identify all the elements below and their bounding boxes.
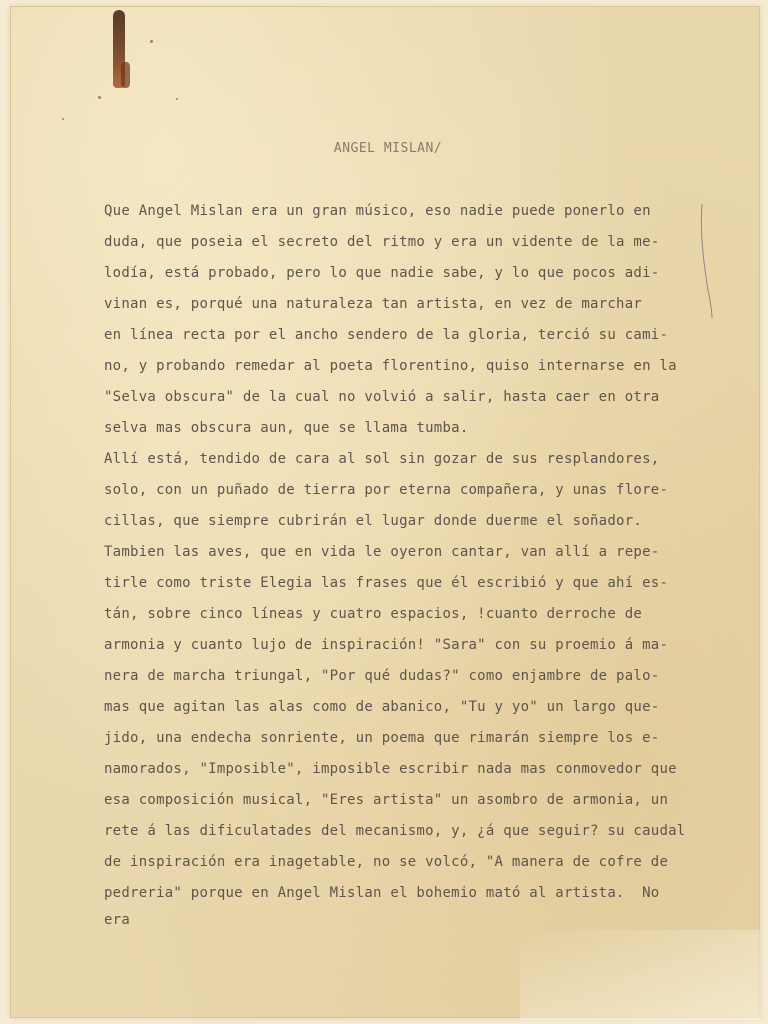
paper-speck: [62, 118, 64, 120]
text-line: namorados, "Imposible", imposible escribir nada mas conmovedor que: [104, 761, 677, 777]
text-line: jido, una endecha sonriente, un poema que rimarán siempre los e-: [104, 730, 660, 746]
paper-speck: [176, 98, 178, 100]
ink-stain-drip: [121, 62, 130, 88]
text-line: selva mas obscura aun, que se llama tumba.: [104, 420, 469, 436]
text-line: armonia y cuanto lujo de inspiración! "Sara" con su proemio á ma-: [104, 637, 669, 653]
text-line: no, y probando remedar al poeta florentino, quiso internarse en la: [104, 358, 677, 374]
document-title: ANGEL MISLAN/: [333, 141, 443, 156]
text-line: rete á las dificulatades del mecanismo, y, ¿á que seguir? su caudal: [104, 823, 686, 839]
text-line: Allí está, tendido de cara al sol sin gozar de sus resplandores,: [104, 451, 660, 467]
text-line: nera de marcha triungal, "Por qué dudas?" como enjambre de palo-: [104, 668, 660, 684]
text-line: esa composición musical, "Eres artista" un asombro de armonia, un: [104, 792, 669, 808]
text-line: en línea recta por el ancho sendero de la gloria, terció su cami-: [104, 327, 669, 343]
text-line: duda, que poseia el secreto del ritmo y era un vidente de la me-: [104, 234, 660, 250]
text-line: era: [104, 912, 131, 928]
text-line: vinan es, porqué una naturaleza tan artista, en vez de marchar: [104, 296, 643, 312]
text-line: tán, sobre cinco líneas y cuatro espacios, !cuanto derroche de: [104, 606, 643, 622]
text-line: mas que agitan las alas como de abanico, "Tu y yo" un largo que-: [104, 699, 660, 715]
margin-pencil-mark: [700, 200, 714, 320]
paper-speck: [98, 96, 101, 99]
text-line: lodía, está probado, pero lo que nadie sabe, y lo que pocos adi-: [104, 265, 660, 281]
paper-speck: [150, 40, 153, 43]
text-line: Que Angel Mislan era un gran músico, eso nadie puede ponerlo en: [104, 203, 651, 219]
text-line: Tambien las aves, que en vida le oyeron cantar, van allí a repe-: [104, 544, 660, 560]
text-line: cillas, que siempre cubrirán el lugar donde duerme el soñador.: [104, 513, 643, 529]
text-line: "Selva obscura" de la cual no volvió a salir, hasta caer en otra: [104, 389, 660, 405]
paper-fold: [520, 930, 760, 1020]
text-line: solo, con un puñado de tierra por eterna compañera, y unas flore-: [104, 482, 669, 498]
text-line: de inspiración era inagetable, no se volcó, "A manera de cofre de: [104, 854, 669, 870]
text-line: pedreria" porque en Angel Mislan el bohemio mató al artista. No: [104, 885, 660, 901]
text-line: tirle como triste Elegia las frases que él escribió y que ahí es-: [104, 575, 669, 591]
